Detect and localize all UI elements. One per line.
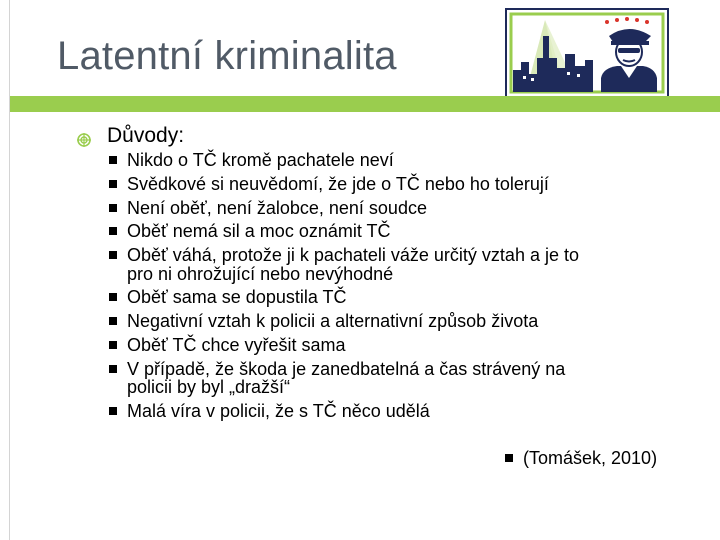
target-bullet-icon xyxy=(77,133,91,147)
list-item xyxy=(109,360,679,397)
square-bullet-icon xyxy=(505,454,513,462)
square-bullet-icon xyxy=(109,293,117,301)
list-item-text: Oběť TČ chce vyřešit sama xyxy=(127,335,346,356)
square-bullet-icon xyxy=(109,156,117,164)
reasons-list xyxy=(109,151,679,426)
square-bullet-icon xyxy=(109,341,117,349)
left-rule xyxy=(9,0,10,540)
list-item-text: Malá víra v policii, že s TČ něco udělá xyxy=(127,401,430,422)
list-item xyxy=(109,151,679,170)
square-bullet-icon xyxy=(109,227,117,235)
list-item-text: Oběť sama se dopustila TČ xyxy=(127,287,347,308)
list-item xyxy=(109,246,679,283)
title-accent-bar xyxy=(10,96,720,112)
slide-title: Latentní kriminalita xyxy=(57,34,397,78)
list-item xyxy=(109,199,679,218)
square-bullet-icon xyxy=(109,180,117,188)
list-item xyxy=(109,336,679,355)
square-bullet-icon xyxy=(109,365,117,373)
list-item xyxy=(109,175,679,194)
citation-text: (Tomášek, 2010) xyxy=(523,448,658,468)
list-item xyxy=(109,222,679,241)
list-item-text: Negativní vztah k policii a alternativní způsob života xyxy=(127,311,539,332)
square-bullet-icon xyxy=(109,317,117,325)
list-item-text-continued: pro ni ohrožující nebo nevýhodné xyxy=(127,263,394,284)
list-item-text: Nikdo o TČ kromě pachatele neví xyxy=(127,150,394,170)
list-item-text: Není oběť, není žalobce, není soudce xyxy=(127,197,427,218)
square-bullet-icon xyxy=(109,204,117,212)
citation xyxy=(505,449,657,468)
square-bullet-icon xyxy=(109,407,117,415)
list-item xyxy=(109,312,679,331)
list-item xyxy=(109,402,679,421)
police-officer-clipart xyxy=(505,8,669,98)
list-item-text: Oběť váhá, protože ji k pachateli váže určitý vztah a je to xyxy=(127,245,579,266)
list-item-text: Svědkové si neuvědomí, že jde o TČ nebo ho tolerují xyxy=(127,173,549,194)
list-item-text: V případě, že škoda je zanedbatelná a čas strávený na xyxy=(127,358,566,379)
list-item-text-continued: policii by byl „dražší“ xyxy=(127,377,291,398)
square-bullet-icon xyxy=(109,251,117,259)
list-item-text: Oběť nemá sil a moc oznámit TČ xyxy=(127,221,391,242)
main-heading: Důvody: xyxy=(107,124,185,147)
list-item xyxy=(109,288,679,307)
